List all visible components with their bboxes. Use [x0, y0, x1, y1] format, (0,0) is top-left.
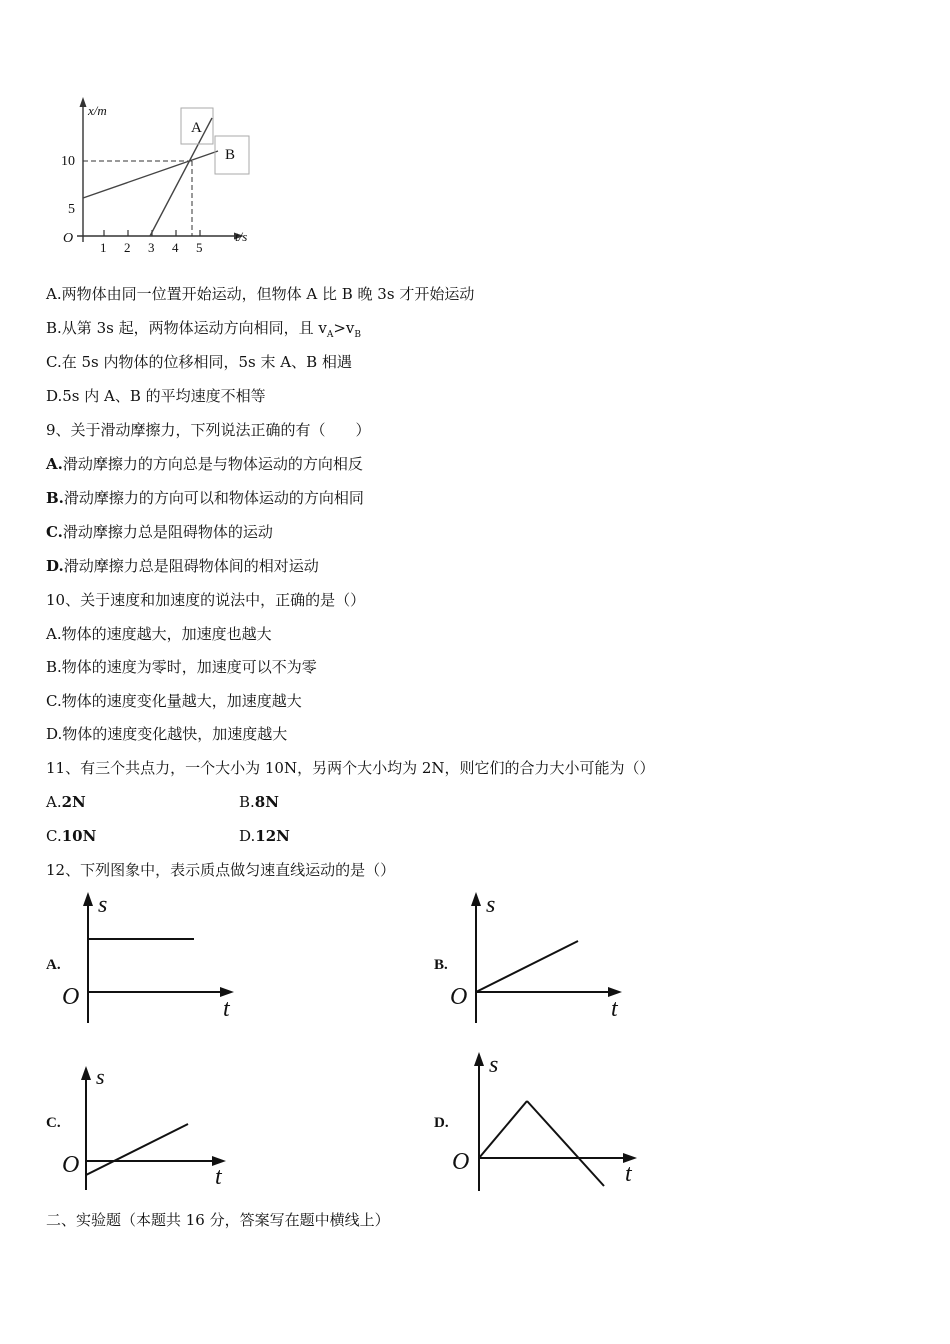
q11-option-b[interactable]: B.8N [239, 793, 279, 811]
svg-text:s: s [489, 1052, 499, 1078]
svg-text:t: t [223, 996, 230, 1022]
svg-text:O: O [450, 984, 468, 1010]
section-2-heading: 二、实验题（本题共 16 分，答案写在题中横线上） [46, 1211, 390, 1229]
svg-text:O: O [62, 984, 80, 1010]
q11-option-d[interactable]: D.12N [239, 827, 290, 845]
q9-option-c[interactable]: C.滑动摩擦力总是阻碍物体的运动 [46, 523, 273, 541]
x-tick-1: 1 [100, 240, 107, 255]
q11-option-c[interactable]: C.10N [46, 827, 97, 845]
graph-b-line [476, 941, 578, 992]
q12-graph-c[interactable] [58, 1062, 238, 1197]
label-a: A [191, 120, 202, 136]
q8-option-c[interactable]: C.在 5s 内物体的位移相同，5s 末 A、B 相遇 [46, 353, 352, 371]
x-tick-5: 5 [196, 240, 203, 255]
q10-option-a[interactable]: A.物体的速度越大，加速度也越大 [46, 625, 272, 643]
y-tick-5: 5 [68, 202, 75, 217]
q12-option-c-label[interactable]: C. [46, 1115, 61, 1131]
label-b: B [225, 147, 236, 163]
graph-d-line-down [527, 1101, 604, 1186]
q8-option-a[interactable]: A.两物体由同一位置开始运动，但物体 A 比 B 晚 3s 才开始运动 [46, 285, 475, 303]
q8-option-b[interactable]: B.从第 3s 起，两物体运动方向相同，且 $v_A>v_B$ [46, 319, 361, 340]
q10-option-d[interactable]: D.物体的速度变化越快，加速度越大 [46, 725, 288, 743]
y-axis-arrow [80, 97, 87, 107]
q10-option-b[interactable]: B.物体的速度为零时，加速度可以不为零 [46, 658, 317, 676]
q8-option-d[interactable]: D.5s 内 A、B 的平均速度不相等 [46, 387, 266, 405]
x-tick-2: 2 [124, 240, 131, 255]
svg-text:t: t [625, 1161, 632, 1187]
q11-stem: 11、有三个共点力，一个大小为 10N，另两个大小均为 2N，则它们的合力大小可能为（） [46, 759, 655, 777]
svg-text:t: t [215, 1164, 222, 1190]
q12-stem: 12、下列图象中，表示质点做匀速直线运动的是（） [46, 861, 396, 879]
q12-graph-d[interactable] [446, 1048, 646, 1198]
q12-option-d-label[interactable]: D. [434, 1115, 449, 1131]
q11-option-a[interactable]: A.2N [46, 793, 86, 811]
q9-option-a[interactable]: A.滑动摩擦力的方向总是与物体运动的方向相反 [46, 455, 363, 473]
x-tick-4: 4 [172, 240, 179, 255]
xt-graph [55, 95, 275, 255]
x-axis-label: t/s [235, 229, 248, 244]
y-tick-10: 10 [61, 154, 75, 169]
line-b [83, 151, 218, 198]
q12-option-a-label[interactable]: A. [46, 957, 61, 973]
svg-text:s: s [486, 892, 496, 918]
q9-option-b[interactable]: B.滑动摩擦力的方向可以和物体运动的方向相同 [46, 489, 364, 507]
graph-c-line [86, 1124, 188, 1175]
origin-label: O [63, 231, 74, 246]
svg-text:s: s [96, 1064, 105, 1089]
svg-text:O: O [62, 1152, 80, 1178]
q10-option-c[interactable]: C.物体的速度变化量越大，加速度越大 [46, 692, 302, 710]
svg-text:O: O [452, 1149, 470, 1175]
svg-text:t: t [611, 996, 618, 1022]
q10-stem: 10、关于速度和加速度的说法中，正确的是（） [46, 591, 366, 609]
graph-d-line-up [479, 1101, 527, 1158]
x-tick-3: 3 [148, 240, 155, 255]
q12-graph-b[interactable] [446, 890, 636, 1030]
q9-option-d[interactable]: D.滑动摩擦力总是阻碍物体间的相对运动 [46, 557, 319, 575]
y-axis-label: x/m [88, 103, 107, 118]
q12-option-b-label[interactable]: B. [434, 957, 448, 973]
q9-stem: 9、关于滑动摩擦力，下列说法正确的有（ ） [46, 421, 371, 439]
q12-graph-a[interactable] [58, 890, 248, 1030]
svg-text:s: s [98, 892, 108, 918]
